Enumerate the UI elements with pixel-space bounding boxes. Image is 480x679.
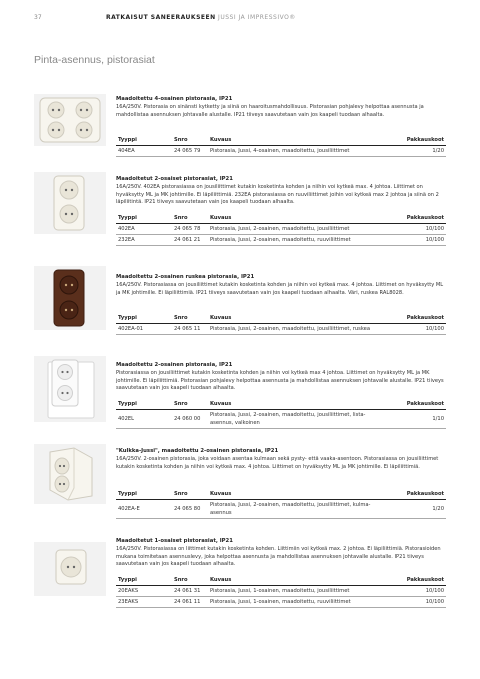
col-header-description: Kuvaus [208, 490, 390, 500]
table-row [116, 324, 446, 335]
product-image-1-gang-socket [34, 542, 106, 596]
product-image-socket-with-base-plate [34, 356, 106, 422]
cell-description: Pistorasia, Jussi, 1-osainen, maadoitettu, jousiliittimet [208, 586, 390, 597]
cell-pack: 1/20 [390, 500, 446, 519]
product-image-corner-socket [34, 444, 106, 504]
cell-snro: 24 061 11 [172, 597, 208, 608]
cell-snro: 24 061 31 [172, 586, 208, 597]
table-row [116, 224, 446, 235]
product-title: Maadoitetut 1-osaiset pistorasiat, IP21 [116, 538, 233, 544]
cell-type: 402EL [116, 410, 172, 429]
product-description: 16A/250V. 2-osainen pistorasia, joka voidaan asentaa kulmaan sekä pysty- että vaaka-asentoon. Pistorasiassa on jousiliittimet kutakin kosketinta kohden ja niihin voi kytkeä max. 4 johtoa. Liittimet on hyväksytty ML ja MK johtimille. Ei läpiliittimiä. [116, 456, 439, 470]
product-title: "Kulkka-Jussi", maadoitettu 2-osainen pistorasia, IP21 [116, 448, 279, 454]
table-row [116, 146, 446, 157]
col-header-snro: Snro [172, 314, 208, 324]
cell-description: Pistorasia, Jussi, 2-osainen, maadoitettu, jousiliittimet, ruskea [208, 324, 390, 335]
col-header-type: Tyyppi [116, 214, 172, 224]
product-image-brown-socket [34, 266, 106, 330]
running-title-bold: RATKAISUT SANEERAUKSEEN [106, 14, 216, 21]
product-description: 16A/250V. Pistorasiassa on jousiliittimet kutakin kosketinta kohden ja niihin voi kytkeä max. 4 johtoa. Liittimet on hyväksytty ML ja MK johtimille. Ei läpiliittimiä. IP21 tiiveys saavutetaan vain jos kaapeli tuodaan alhaalta. Väri, ruskea RAL8028. [116, 282, 444, 296]
cell-description: Pistorasia, Jussi, 1-osainen, maadoitettu, ruuviliittimet [208, 597, 390, 608]
col-header-pack: Pakkauskoot [390, 400, 446, 410]
product-table [116, 136, 446, 157]
running-title [106, 14, 296, 21]
product-description: 16A/250V. Pistorasia on sinänsti kytketty ja siinä on haaroitusmahdollisuus. Pistorasian pohjalevy helpottaa asennusta ja mahdollistaa asennuksen johtavalle alustalle. IP21 tiiveys saavutetaan vain jos kaapeli tuodaan alhaalta. [116, 104, 424, 118]
cell-description: Pistorasia, Jussi, 2-osainen, maadoitettu, jousiliittimet [208, 224, 390, 235]
product-title: Maadoitettu 2-osainen pistorasia, IP21 [116, 362, 233, 368]
cell-snro: 24 065 78 [172, 224, 208, 235]
col-header-pack: Pakkauskoot [390, 314, 446, 324]
col-header-type: Tyyppi [116, 314, 172, 324]
col-header-pack: Pakkauskoot [390, 136, 446, 146]
cell-description: Pistorasia, Jussi, 2-osainen, maadoitettu, jousiliittimet, lista-asennus, valkoinen [208, 410, 390, 429]
cell-pack: 10/100 [390, 586, 446, 597]
product-table [116, 490, 446, 519]
product-description: Pistorasiassa on jousiliittimet kutakin kosketinta kohden ja niihin voi kytkeä max 4 johtoa. Liittimet on hyväksytty ML ja MK johtimille. Ei läpiliittimiä. Pistorasian pohjalevy helpottaa asennusta ja mahdollistaa asennuksen johtavalle alustalle. IP21 tiiveys saavutetaan vain jos kaapeli tuodaan alhaalta. [116, 370, 444, 392]
page-number: 37 [34, 14, 42, 21]
cell-pack: 1/10 [390, 410, 446, 429]
product-title: Maadoitettu 2-osainen ruskea pistorasia, IP21 [116, 274, 255, 280]
product-table [116, 400, 446, 429]
product-description: 16A/250V. Pistorasiassa on liittimet kutakin kosketinta kohden. Liittimiin voi kytkeä max. 2 johtoa. Ei läpiliittimiä. Pistorasioiden mukana toimitetaan asennuslevy, joka helpottaa asennusta ja mahdollistaa asennuksen johtavalle alustalle. IP21 tiiveys saavutetaan vain jos kaapeli tuodaan alhaalta. [116, 546, 441, 568]
cell-type: 20EAKS [116, 586, 172, 597]
cell-snro: 24 065 79 [172, 146, 208, 157]
table-row [116, 410, 446, 429]
product-image-4-gang-socket [34, 94, 106, 146]
product-table [116, 576, 446, 608]
page-header [34, 14, 460, 24]
cell-type: 402EA-01 [116, 324, 172, 335]
col-header-type: Tyyppi [116, 576, 172, 586]
product-image-2-gang-socket [34, 172, 106, 234]
col-header-snro: Snro [172, 214, 208, 224]
col-header-pack: Pakkauskoot [390, 576, 446, 586]
cell-pack: 1/20 [390, 146, 446, 157]
col-header-snro: Snro [172, 136, 208, 146]
col-header-type: Tyyppi [116, 400, 172, 410]
col-header-snro: Snro [172, 576, 208, 586]
product-table [116, 314, 446, 335]
cell-pack: 10/100 [390, 224, 446, 235]
table-row [116, 235, 446, 246]
table-row [116, 586, 446, 597]
col-header-type: Tyyppi [116, 136, 172, 146]
cell-snro: 24 060 00 [172, 410, 208, 429]
cell-type: 404EA [116, 146, 172, 157]
cell-pack: 10/100 [390, 235, 446, 246]
cell-description: Pistorasia, Jussi, 2-osainen, maadoitettu, ruuviliittimet [208, 235, 390, 246]
col-header-description: Kuvaus [208, 400, 390, 410]
table-row [116, 597, 446, 608]
running-title-light: JUSSI JA IMPRESSIVO® [218, 14, 296, 21]
table-row [116, 500, 446, 519]
cell-type: 23EAKS [116, 597, 172, 608]
col-header-pack: Pakkauskoot [390, 490, 446, 500]
product-title: Maadoitetut 2-osaiset pistorasiat, IP21 [116, 176, 233, 182]
col-header-description: Kuvaus [208, 136, 390, 146]
cell-snro: 24 065 80 [172, 500, 208, 519]
product-description: 16A/250V. 402EA pistorasiassa on jousiliittimet kutakin kosketinta kohden ja niihin voi kytkeä max. 4 johtoa. Liittimet on hyväksytty ML ja MK johtimille. Ei läpiliittimiä. 232EA pistorasiassa on ruuviliittimet joihin voi kytkeä max 2 johtoa ja siinä on 2 läpiliitintä. IP21 tiiveys saavutetaan vain jos kaapeli tuodaan alhaalta. [116, 184, 439, 206]
product-table [116, 214, 446, 246]
col-header-snro: Snro [172, 490, 208, 500]
col-header-description: Kuvaus [208, 314, 390, 324]
cell-type: 402EA [116, 224, 172, 235]
cell-pack: 10/100 [390, 597, 446, 608]
cell-pack: 10/100 [390, 324, 446, 335]
col-header-description: Kuvaus [208, 576, 390, 586]
col-header-snro: Snro [172, 400, 208, 410]
cell-snro: 24 061 21 [172, 235, 208, 246]
col-header-pack: Pakkauskoot [390, 214, 446, 224]
col-header-type: Tyyppi [116, 490, 172, 500]
cell-type: 402EA-E [116, 500, 172, 519]
col-header-description: Kuvaus [208, 214, 390, 224]
section-title: Pinta-asennus, pistorasiat [34, 54, 155, 66]
cell-snro: 24 065 11 [172, 324, 208, 335]
cell-type: 232EA [116, 235, 172, 246]
cell-description: Pistorasia, Jussi, 2-osainen, maadoitettu, jousiliittimet, kulma-asennus [208, 500, 390, 519]
cell-description: Pistorasia, Jussi, 4-osainen, maadoitettu, jousiliittimet [208, 146, 390, 157]
product-title: Maadoitettu 4-osainen pistorasia, IP21 [116, 96, 233, 102]
